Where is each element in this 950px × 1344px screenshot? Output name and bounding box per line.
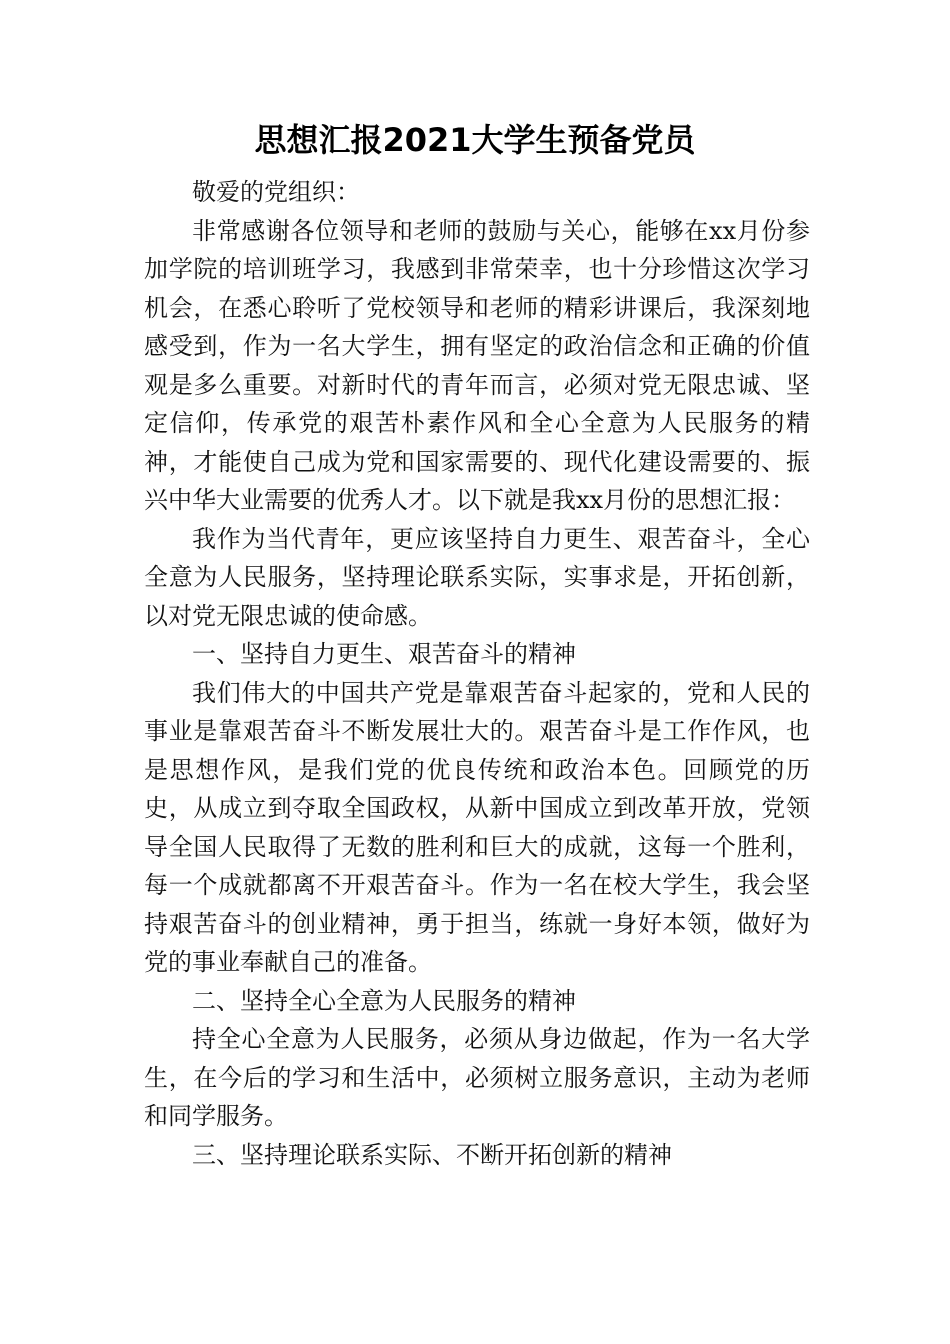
salutation: 敬爱的党组织：: [192, 178, 360, 206]
paragraph-section-1: 我们伟大的中国共产党是靠艰苦奋斗起家的，党和人民的事业是靠艰苦奋斗不断发展壮大的。艰苦奋斗是工作作风，也是思想作风，是我们党的优良传统和政治本色。回顾党的历史，从成立到夺取全国政权，从新中国成立到改革开放，党领导全国人民取得了无数的胜利和巨大的成就，这每一个胜利，每一个成就都离不开艰苦奋斗。作为一名在校大学生，我会坚持艰苦奋斗的创业精神，勇于担当，练就一身好本领，做好为党的事业奉献自己的准备。: [144, 678, 810, 976]
section-heading-3: 三、坚持理论联系实际、不断开拓创新的精神: [192, 1140, 672, 1169]
paragraph-intro: 非常感谢各位领导和老师的鼓励与关心，能够在xx月份参加学院的培训班学习，我感到非常荣幸，也十分珍惜这次学习机会，在悉心聆听了党校领导和老师的精彩讲课后，我深刻地感受到，作为一名大学生，拥有坚定的政治信念和正确的价值观是多么重要。对新时代的青年而言，必须对党无限忠诚、坚定信仰，传承党的艰苦朴素作风和全心全意为人民服务的精神，才能使自己成为党和国家需要的、现代化建设需要的、振兴中华大业需要的优秀人才。以下就是我xx月份的思想汇报：: [144, 216, 810, 514]
document-title: 思想汇报2021大学生预备党员: [254, 121, 696, 159]
paragraph-summary: 我作为当代青年，更应该坚持自力更生、艰苦奋斗，全心全意为人民服务，坚持理论联系实际，实事求是，开拓创新，以对党无限忠诚的使命感。: [144, 524, 810, 630]
section-heading-1: 一、坚持自力更生、艰苦奋斗的精神: [192, 640, 576, 668]
section-heading-2: 二、坚持全心全意为人民服务的精神: [192, 986, 576, 1015]
paragraph-section-2: 持全心全意为人民服务，必须从身边做起，作为一名大学生，在今后的学习和生活中，必须树立服务意识，主动为老师和同学服务。: [144, 1025, 810, 1130]
document-body: [144, 173, 810, 1174]
